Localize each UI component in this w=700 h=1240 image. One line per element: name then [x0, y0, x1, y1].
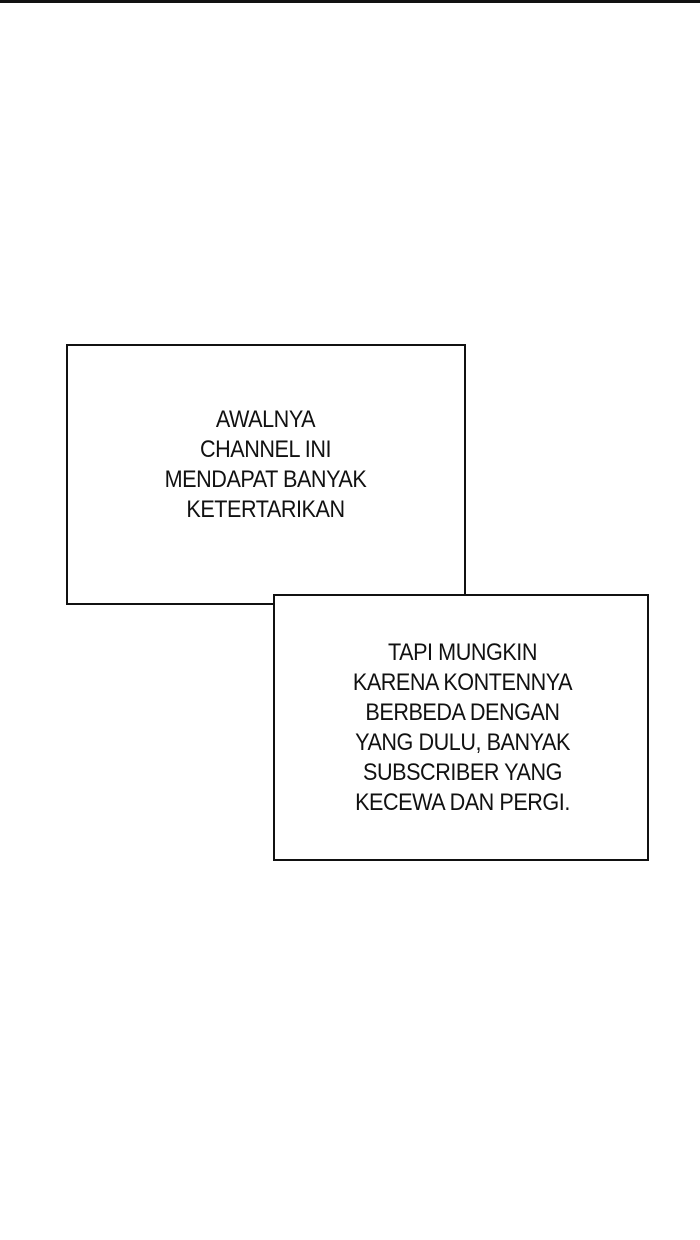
caption-2-line: KARENA KONTENNYA: [352, 669, 573, 696]
caption-text-1: [119, 405, 412, 525]
caption-1-line: AWALNYA: [215, 406, 316, 433]
caption-1-line: MENDAPAT BANYAK: [164, 466, 367, 493]
caption-2-line: TAPI MUNGKIN: [387, 639, 538, 666]
caption-2-line: YANG DULU, BANYAK: [355, 729, 570, 756]
caption-1-line: KETERTARIKAN: [186, 496, 345, 523]
caption-2-line: KECEWA DAN PERGI.: [355, 789, 570, 816]
caption-1-line: CHANNEL INI: [199, 436, 332, 463]
caption-text-2: [316, 638, 609, 818]
caption-box-join: [275, 596, 464, 606]
caption-2-line: BERBEDA DENGAN: [365, 699, 560, 726]
caption-2-line: SUBSCRIBER YANG: [363, 759, 562, 786]
